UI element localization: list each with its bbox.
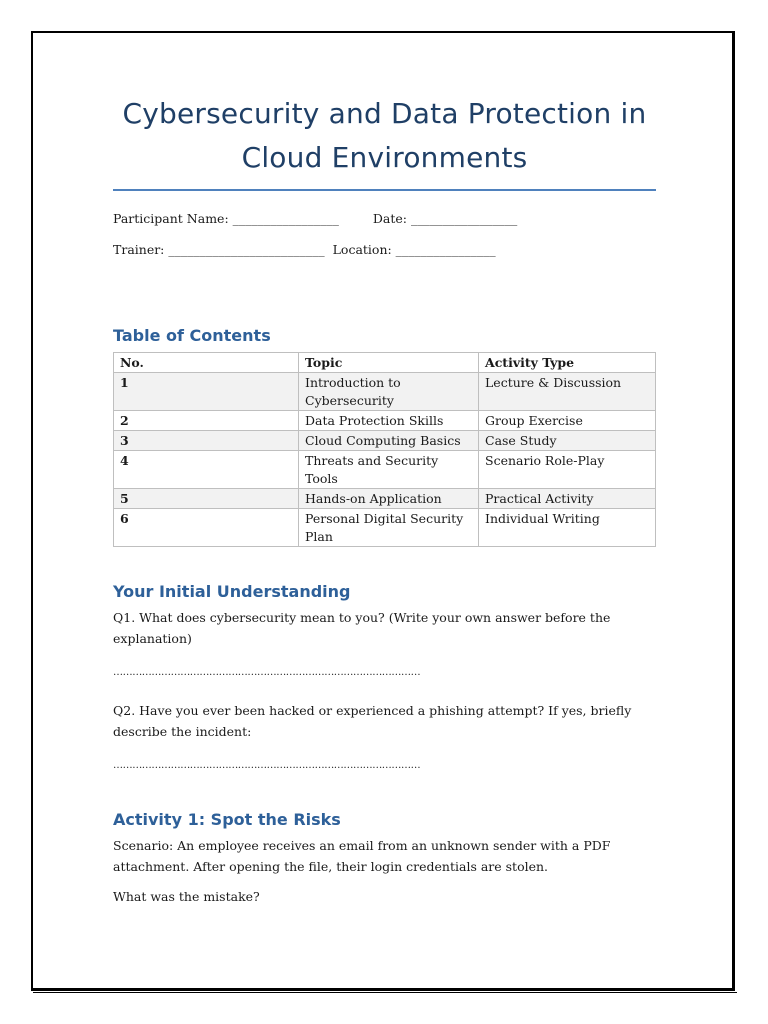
answer-line-2[interactable]: …………………………………………………………………………………… xyxy=(113,760,421,771)
participant-date-row xyxy=(113,211,656,226)
question-1: Q1. What does cybersecurity mean to you? (Write your own answer before the explanation) xyxy=(113,610,611,646)
toc-cell-activity: Individual Writing xyxy=(479,509,656,547)
question-2: Q2. Have you ever been hacked or experienced a phishing attempt? If yes, briefly describe the incident: xyxy=(113,703,632,739)
trainer-location-row xyxy=(113,242,656,257)
toc-cell-topic: Threats and Security Tools xyxy=(299,451,479,489)
toc-cell-topic: Cloud Computing Basics xyxy=(299,431,479,451)
title-underline xyxy=(113,189,656,191)
understanding-heading: Your Initial Understanding xyxy=(113,582,351,601)
toc-cell-topic: Data Protection Skills xyxy=(299,411,479,431)
date-field[interactable]: Date: _________________ xyxy=(372,211,518,226)
table-row xyxy=(114,431,656,451)
toc-header-activity: Activity Type xyxy=(479,353,656,373)
activity-1-heading: Activity 1: Spot the Risks xyxy=(113,810,341,829)
participant-name-field[interactable]: Participant Name: _________________ xyxy=(113,211,339,226)
toc-heading: Table of Contents xyxy=(113,326,271,345)
toc-header-row xyxy=(114,353,656,373)
trainer-field[interactable]: Trainer: _________________________ xyxy=(113,242,325,257)
toc-cell-no: 6 xyxy=(114,509,299,547)
table-row xyxy=(114,509,656,547)
toc-cell-no: 4 xyxy=(114,451,299,489)
answer-line-1[interactable]: …………………………………………………………………………………… xyxy=(113,667,421,678)
location-field[interactable]: Location: ________________ xyxy=(332,242,496,257)
toc-cell-no: 2 xyxy=(114,411,299,431)
toc-cell-no: 5 xyxy=(114,489,299,509)
toc-cell-topic: Hands-on Application xyxy=(299,489,479,509)
toc-cell-activity: Scenario Role-Play xyxy=(479,451,656,489)
table-row xyxy=(114,373,656,411)
table-row xyxy=(114,451,656,489)
toc-cell-no: 1 xyxy=(114,373,299,411)
title-line-2: Cloud Environments xyxy=(241,141,528,174)
document-body xyxy=(113,92,656,907)
toc-header-topic: Topic xyxy=(299,353,479,373)
document-title xyxy=(113,92,656,180)
table-row xyxy=(114,489,656,509)
toc-cell-topic: Introduction to Cybersecurity xyxy=(299,373,479,411)
toc-table xyxy=(113,352,656,547)
toc-cell-activity: Lecture & Discussion xyxy=(479,373,656,411)
activity-1-scenario: Scenario: An employee receives an email from an unknown sender with a PDF attachment. After opening the file, their login credentials are stolen. xyxy=(113,838,611,874)
toc-cell-no: 3 xyxy=(114,431,299,451)
toc-cell-activity: Practical Activity xyxy=(479,489,656,509)
activity-1-question: What was the mistake? xyxy=(113,889,260,904)
toc-cell-topic: Personal Digital Security Plan xyxy=(299,509,479,547)
title-line-1: Cybersecurity and Data Protection in xyxy=(122,97,647,130)
toc-header-no: No. xyxy=(114,353,299,373)
table-row xyxy=(114,411,656,431)
toc-cell-activity: Case Study xyxy=(479,431,656,451)
toc-cell-activity: Group Exercise xyxy=(479,411,656,431)
